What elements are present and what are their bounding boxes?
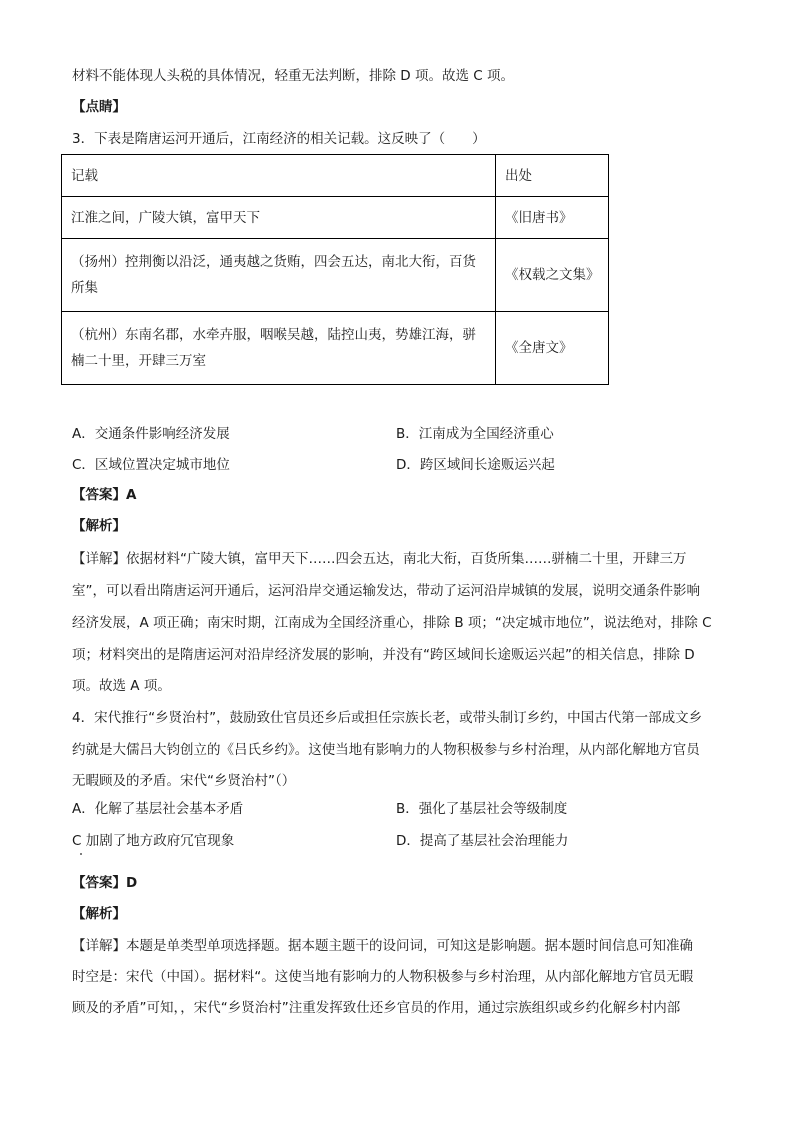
q4-option-b: B．强化了基层社会等级制度 (396, 801, 568, 817)
q3-option-d: D．跨区域间长途贩运兴起 (396, 457, 555, 473)
q4-detail-line: 时空是：宋代（中国）。据材料“。这使当地有影响力的人物积极参与乡村治理，从内部化解地方官员无暇 (72, 969, 694, 985)
header-source: 出处 (496, 155, 609, 197)
previous-answer-conclusion: 材料不能体现人头税的具体情况，轻重无法判断，排除 D 项。故选 C 项。 (72, 68, 514, 84)
q4-option-c: C 加剧了地方政府冗官现象 (72, 833, 235, 849)
stray-dot-mark (80, 853, 82, 855)
q3-detail-line: 【详解】依据材料“广陵大镇，富甲天下……四会五达，南北大衔，百货所集……骈楠二十里，开肆三万 (72, 551, 687, 567)
table-row (62, 197, 609, 239)
q4-option-a: A．化解了基层社会基本矛盾 (72, 801, 244, 817)
q3-option-c: C．区域位置决定城市地位 (72, 457, 230, 473)
record-text: （扬州）控荆衡以沿泛，通夷越之货贿，四会五达，南北大衔，百货 (71, 254, 476, 270)
table-row (62, 239, 609, 312)
record-text: 楠二十里，开肆三万室 (71, 353, 206, 369)
dianjing-label: 【点睛】 (72, 99, 126, 115)
question-4-stem-line: 无暇顾及的矛盾。宋代“乡贤治村”（） (72, 773, 296, 789)
record-text: 所集 (71, 280, 98, 296)
q3-option-a: A．交通条件影响经济发展 (72, 426, 230, 442)
q3-detail-line: 项。故选 A 项。 (72, 678, 171, 694)
record-text: 江淮之间，广陵大镇，富甲天下 (71, 209, 260, 226)
table-row (62, 312, 609, 385)
question-4-stem-line: 约就是大儒吕大钧创立的《吕氏乡约》。这使当地有影响力的人物积极参与乡村治理，从内部化解地方官员 (72, 742, 700, 758)
source-cell: 《权载之文集》 (496, 239, 609, 312)
record-text: （杭州）东南名郡，水牵卉服，咽喉吴越，陆控山夷，势雄江海，骈 (71, 327, 476, 343)
q3-detail-line: 室”，可以看出隋唐运河开通后，运河沿岸交通运输发达，带动了运河沿岸城镇的发展，说明交通条件影响 (72, 583, 700, 599)
q3-option-b: B．江南成为全国经济重心 (396, 426, 554, 442)
question-3-stem: 3．下表是隋唐运河开通后，江南经济的相关记载。这反映了（ ） (72, 131, 486, 147)
records-table (61, 154, 609, 385)
record-cell (62, 197, 496, 239)
q4-detail-line: 顾及的矛盾”可知，，宋代“乡贤治村”注重发挥致仕还乡官员的作用，通过宗族组织或乡约化解乡村内部 (72, 1000, 681, 1016)
source-cell: 《全唐文》 (496, 312, 609, 385)
record-cell (62, 239, 496, 312)
q3-detail-line: 经济发展，A 项正确；南宋时期，江南成为全国经济重心，排除 B 项；“决定城市地位”，说法绝对，排除 C (72, 615, 712, 631)
q3-analysis-label: 【解析】 (72, 518, 126, 534)
source-cell: 《旧唐书》 (496, 197, 609, 239)
q4-detail-line: 【详解】本题是单类型单项选择题。据本题主题干的设问词，可知这是影响题。据本题时间信息可知准确 (72, 938, 693, 954)
q4-option-d: D．提高了基层社会治理能力 (396, 833, 569, 849)
q4-analysis-label: 【解析】 (72, 906, 126, 922)
question-4-stem-line: 4．宋代推行“乡贤治村”，鼓励致仕官员还乡后或担任宗族长老，或带头制订乡约，中国古代第一部成文乡 (72, 710, 703, 726)
record-cell (62, 312, 496, 385)
header-record: 记载 (62, 155, 496, 197)
q3-answer: 【答案】A (72, 487, 137, 503)
table-header-row (62, 155, 609, 197)
q3-detail-line: 项；材料突出的是隋唐运河对沿岸经济发展的影响，并没有“跨区域间长途贩运兴起”的相关信息，排除 D (72, 647, 695, 663)
q4-answer: 【答案】D (72, 875, 138, 891)
